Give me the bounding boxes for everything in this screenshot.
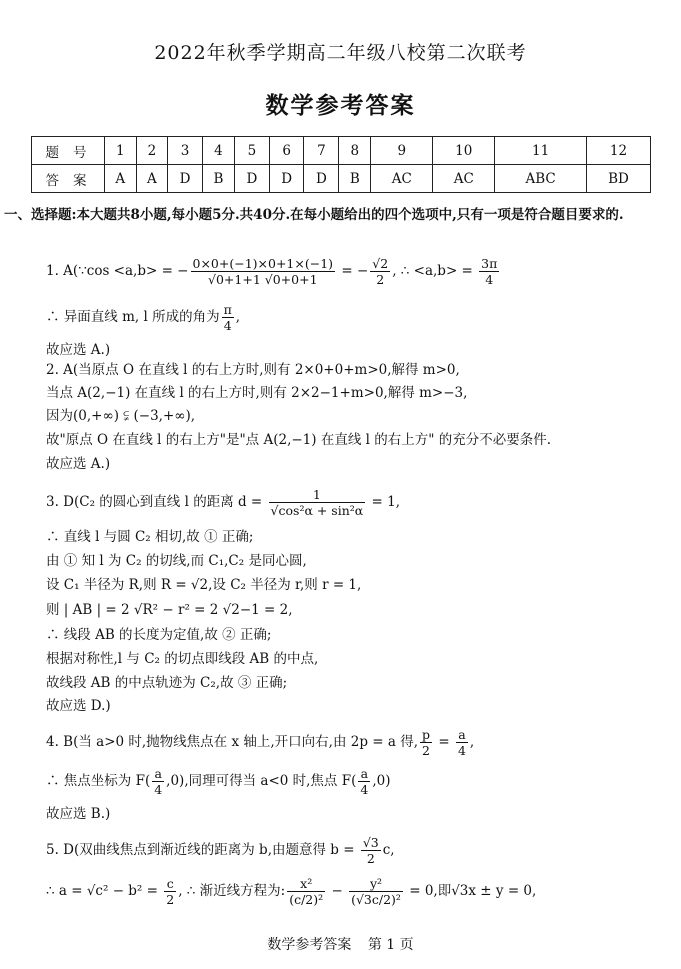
- q4-fraction-1: [420, 727, 432, 758]
- q1-text-b: = −: [337, 263, 369, 279]
- q1-l2-text: ∴ 异面直线 m, l 所成的角为: [46, 309, 220, 325]
- q5-l1-den: 2: [366, 851, 375, 866]
- q2-line-2: 当点 A(2,−1) 在直线 l 的右上方时,则有 2×2−1+m>0,解得 m>−3,: [46, 385, 468, 401]
- answer-cell: A: [105, 165, 137, 193]
- q2-line-4: 故"原点 O 在直线 l 的右上方"是"点 A(2,−1) 在直线 l 的右上方" 的充分不必要条件.: [46, 432, 552, 448]
- q1-denominator: √0+1+1 √0+0+1: [208, 272, 318, 287]
- q5-l2-f: = 0,即√3x ± y = 0,: [404, 883, 537, 899]
- q4-l2-num: a: [152, 766, 164, 782]
- q4-l2-num-2: a: [358, 766, 370, 782]
- question-number: 11: [495, 137, 587, 165]
- q4-text-a: 4. B(当 a>0 时,抛物线焦点在 x 轴上,开口向右,由 2p = a 得,: [46, 734, 419, 750]
- q5-l2-fraction-1: [164, 876, 176, 907]
- q3-line-9: 故应选 D.): [46, 698, 111, 714]
- q5-l1-fraction: [361, 835, 381, 866]
- q5-l2-num: c: [164, 876, 176, 892]
- page-subtitle: 数学参考答案: [265, 92, 416, 119]
- answer-cell: AC: [371, 165, 433, 193]
- footer-page-number: 第 1 页: [367, 937, 414, 953]
- q1-fraction: [191, 256, 336, 287]
- q4-f1-num: p: [422, 727, 431, 742]
- q1-text-d: , ∴ <a,b> =: [392, 263, 478, 279]
- q3-line-2: ∴ 直线 l 与圆 C₂ 相切,故 ① 正确;: [46, 529, 254, 545]
- q1-f3-num: 3π: [481, 256, 498, 271]
- q1-fraction-2: [370, 256, 390, 287]
- q4-f2-den: 4: [457, 743, 466, 758]
- q1-l2-end: ,: [235, 309, 241, 325]
- question-number: 2: [136, 137, 168, 165]
- q4-line-1: [46, 727, 474, 758]
- row-label-number: 题号: [32, 137, 105, 165]
- answer-cell: D: [304, 165, 339, 193]
- q4-text-b: =: [434, 734, 454, 750]
- q5-l1-b: c,: [382, 842, 395, 858]
- q5-l2-fraction-3: [349, 876, 403, 907]
- q4-text-c: ,: [469, 734, 475, 750]
- table-row-numbers: [32, 137, 651, 165]
- answer-cell: AC: [433, 165, 495, 193]
- question-number: 7: [304, 137, 339, 165]
- q3-line-4: 设 C₁ 半径为 R,则 R = √2,设 C₂ 半径为 r,则 r = 1,: [46, 577, 362, 593]
- q4-l2-den-2: 4: [360, 782, 369, 797]
- row-label-answer: 答案: [32, 165, 105, 193]
- q3-num: 1: [269, 487, 366, 503]
- exam-title: 2022年秋季学期高二年级八校第二次联考: [154, 42, 527, 64]
- answer-cell: B: [339, 165, 371, 193]
- page-footer: [0, 934, 681, 954]
- q5-line-1: [46, 835, 395, 866]
- q1-text-a: 1. A(∵cos <a,b> = −: [46, 263, 189, 279]
- answer-cell: B: [202, 165, 234, 193]
- q3-line-8: 故线段 AB 的中点轨迹为 C₂,故 ③ 正确;: [46, 675, 288, 691]
- q1-f2-num: √2: [372, 256, 389, 271]
- q1-f3-den: 4: [485, 272, 494, 287]
- q1-line-1: [46, 256, 501, 287]
- q5-l2c-den: (c/2)²: [289, 892, 324, 907]
- q1-l2-num: π: [223, 302, 232, 317]
- q3-line-5: 则 | AB | = 2 √R² − r² = 2 √2−1 = 2,: [46, 602, 293, 618]
- q5-l1-num: √3: [362, 835, 379, 850]
- q5-l2-b: , ∴ 渐近线方程为:: [178, 883, 286, 899]
- q4-fraction-2: [456, 727, 468, 758]
- question-number: 4: [202, 137, 234, 165]
- q5-line-2: [46, 876, 536, 907]
- q4-l2-fraction-1: [152, 766, 164, 797]
- q1-f2-den: 2: [376, 272, 385, 287]
- q4-l2-a: ∴ 焦点坐标为 F(: [46, 773, 151, 789]
- answer-cell: ABC: [495, 165, 587, 193]
- q5-l2e-num: y²: [349, 876, 403, 892]
- q5-l2-den: 2: [166, 892, 175, 907]
- question-number: 6: [269, 137, 304, 165]
- question-number: 5: [234, 137, 269, 165]
- q2-line-5: 故应选 A.): [46, 456, 111, 472]
- answer-cell: A: [136, 165, 168, 193]
- question-number: 3: [168, 137, 203, 165]
- q4-l2-b: ,0),同理可得当 a<0 时,焦点 F(: [166, 773, 357, 789]
- q5-l2c-num: x²: [287, 876, 325, 892]
- q1-l2-fraction: [222, 302, 234, 333]
- answer-key-table: [31, 136, 651, 193]
- q5-l2e-den: (√3c/2)²: [351, 892, 401, 907]
- q5-l2-fraction-2: [287, 876, 325, 907]
- answer-cell: D: [168, 165, 203, 193]
- q3-fraction: [269, 487, 366, 518]
- q3-line-3: 由 ① 知 l 为 C₂ 的切线,而 C₁,C₂ 是同心圆,: [46, 553, 307, 569]
- q5-l1-a: 5. D(双曲线焦点到渐近线的距离为 b,由题意得 b =: [46, 842, 359, 858]
- q3-text-a: 3. D(C₂ 的圆心到直线 l 的距离 d =: [46, 494, 267, 510]
- question-number: 12: [587, 137, 651, 165]
- q2-line-3: 因为(0,+∞) ⫋ (−3,+∞),: [46, 408, 196, 424]
- footer-doc-name: 数学参考答案: [267, 937, 352, 953]
- q1-line-3: 故应选 A.): [46, 342, 111, 358]
- q4-f1-den: 2: [422, 743, 430, 758]
- q3-den: √cos²α + sin²α: [270, 503, 364, 518]
- q1-fraction-3: [479, 256, 499, 287]
- q3-text-b: = 1,: [367, 494, 401, 510]
- q5-l2-d: −: [327, 883, 348, 899]
- q1-numerator: 0×0+(−1)×0+1×(−1): [192, 256, 334, 271]
- q5-l2-a: ∴ a = √c² − b² =: [46, 883, 163, 899]
- question-number: 1: [105, 137, 137, 165]
- answer-cell: D: [234, 165, 269, 193]
- answer-cell: D: [269, 165, 304, 193]
- section-heading: 一、选择题:本大题共8小题,每小题5分.共40分.在每小题给出的四个选项中,只有一项是符合题目要求的.: [4, 207, 624, 223]
- q3-line-6: ∴ 线段 AB 的长度为定值,故 ② 正确;: [46, 627, 272, 643]
- question-number: 10: [433, 137, 495, 165]
- q1-line-2: [46, 302, 240, 333]
- q4-line-3: 故应选 B.): [46, 806, 111, 822]
- q3-line-1: [46, 487, 400, 518]
- q4-line-2: [46, 766, 390, 797]
- q1-l2-den: 4: [223, 318, 232, 333]
- q4-l2-den: 4: [154, 782, 163, 797]
- q4-f2-num: a: [456, 727, 468, 743]
- q2-line-1: 2. A(当原点 O 在直线 l 的右上方时,则有 2×0+0+m>0,解得 m>0,: [46, 362, 460, 378]
- q4-l2-fraction-2: [358, 766, 370, 797]
- question-number: 8: [339, 137, 371, 165]
- q4-l2-c: ,0): [372, 773, 391, 789]
- table-row-answers: [32, 165, 651, 193]
- question-number: 9: [371, 137, 433, 165]
- answer-cell: BD: [587, 165, 651, 193]
- q3-line-7: 根据对称性,l 与 C₂ 的切点即线段 AB 的中点,: [46, 651, 319, 667]
